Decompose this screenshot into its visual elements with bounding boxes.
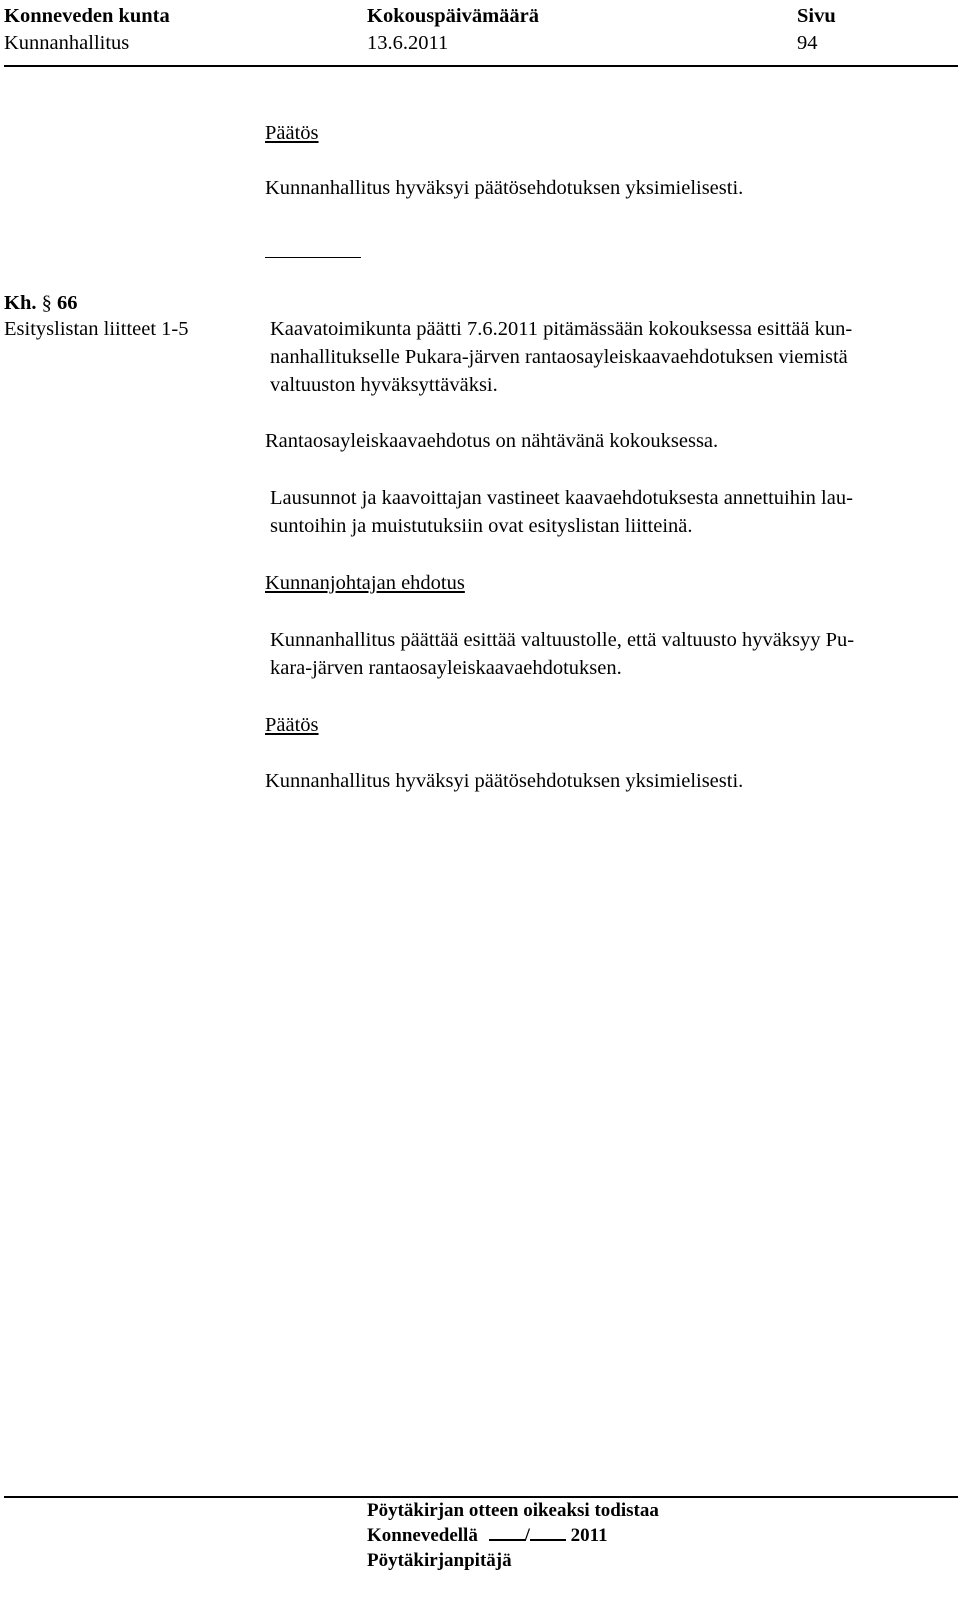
date-slash: /: [524, 1525, 530, 1546]
proposal-text: [270, 626, 958, 682]
paragraph-availability: Rantaosayleiskaavaehdotus on nähtävänä kokouksessa.: [265, 430, 719, 452]
month-blank: [530, 1525, 566, 1541]
place-date-line: [367, 1523, 608, 1549]
proposal-heading: Kunnanjohtajan ehdotus: [265, 572, 465, 594]
prev-decision-text: Kunnanhallitus hyväksyi päätösehdotuksen yksimielisesti.: [265, 177, 744, 199]
body-name: Kunnanhallitus: [4, 32, 130, 54]
paragraph-line: kara-järven rantaosayleiskaavaehdotuksen.: [270, 657, 622, 679]
paragraph-line: suntoihin ja muistutuksiin ovat esityslistan liitteinä.: [270, 515, 693, 537]
prev-decision-heading: Päätös: [265, 122, 319, 144]
attachments-note: Esityslistan liitteet 1-5: [4, 318, 189, 340]
page-number: 94: [797, 32, 818, 54]
section-separator: [265, 257, 361, 258]
header-left: [4, 2, 170, 56]
place: Konnevedellä: [367, 1525, 478, 1546]
paragraph-line: Kunnanhallitus päättää esittää valtuustolle, että valtuusto hyväksyy Pu-: [270, 629, 855, 651]
page-label: Sivu: [797, 5, 836, 27]
certification-line: Pöytäkirjan otteen oikeaksi todistaa: [367, 1500, 659, 1521]
paragraph-statements: [270, 484, 958, 540]
decision-heading: Päätös: [265, 714, 319, 736]
paragraph-line: nanhallitukselle Pukara-järven rantaosayleiskaavaehdotuksen viemistä: [270, 346, 848, 368]
item-prefix: Kh.: [4, 292, 37, 314]
day-blank: [489, 1525, 525, 1541]
meeting-date: 13.6.2011: [367, 32, 449, 54]
org-name: Konneveden kunta: [4, 5, 170, 27]
footer-year: 2011: [570, 1525, 608, 1546]
item-number-value: 66: [56, 292, 78, 314]
secretary-label: Pöytäkirjanpitäjä: [367, 1550, 512, 1571]
section-sign: §: [41, 292, 52, 314]
header-right: [797, 2, 836, 56]
header-rule: [4, 65, 958, 67]
paragraph-presentation: [270, 315, 958, 399]
paragraph-line: Kaavatoimikunta päätti 7.6.2011 pitämässään kokouksessa esittää kun-: [270, 318, 853, 340]
paragraph-line: Lausunnot ja kaavoittajan vastineet kaavaehdotuksesta annettuihin lau-: [270, 487, 853, 509]
decision-text: Kunnanhallitus hyväksyi päätösehdotuksen yksimielisesti.: [265, 770, 744, 792]
item-number: [4, 289, 77, 317]
header-middle: [367, 2, 539, 56]
paragraph-line: valtuuston hyväksyttäväksi.: [270, 374, 498, 396]
date-label: Kokouspäivämäärä: [367, 5, 539, 27]
